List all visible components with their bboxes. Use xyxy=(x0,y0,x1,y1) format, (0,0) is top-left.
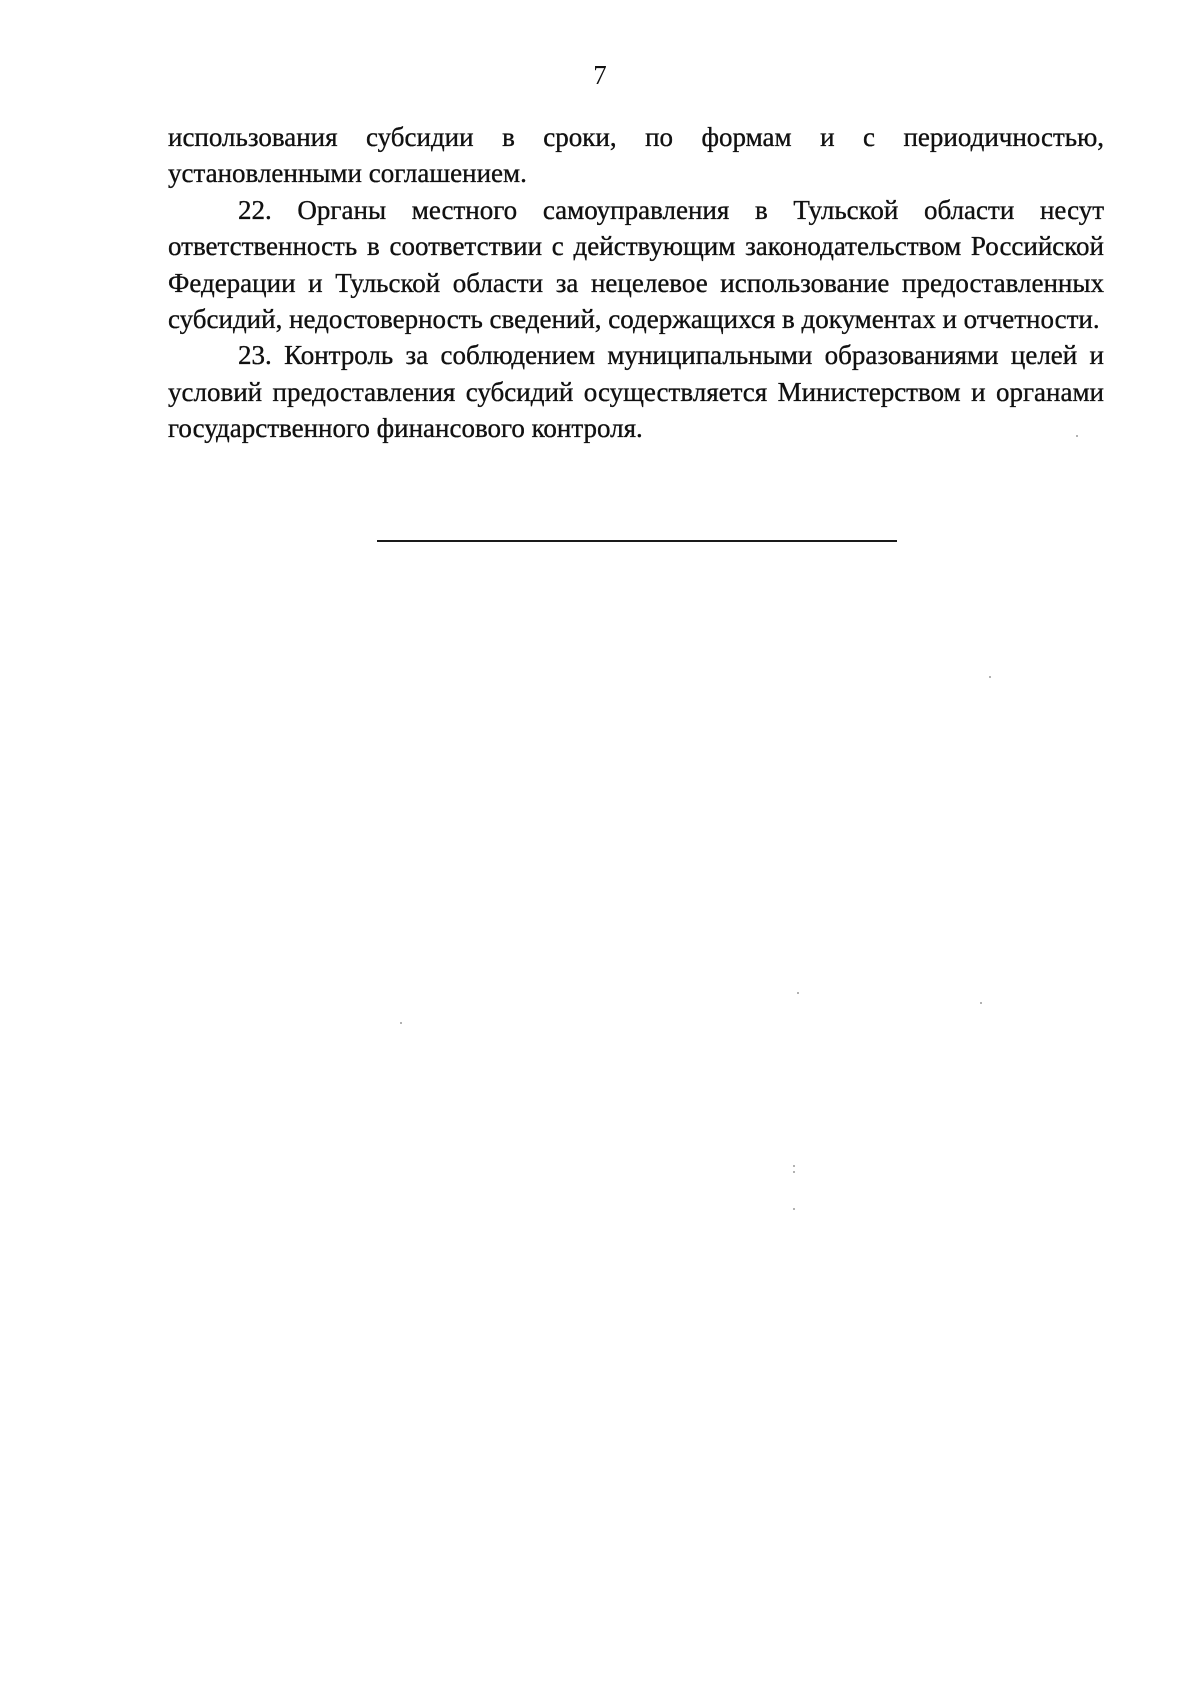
end-of-document-rule xyxy=(377,540,897,542)
scan-speck xyxy=(797,992,799,994)
page-number: 7 xyxy=(593,60,607,90)
paragraph-continuation: использования субсидии в сроки, по формам и с периодичностью, установленными соглашением. xyxy=(168,122,1104,189)
scan-speck xyxy=(980,1002,982,1004)
paragraph-22: 22. Органы местного самоуправления в Тульской области несут ответственность в соответствии с действующим законодательством Российской Федерации и Тульской области за нецелевое использование предоставленных субсидий, недостоверность сведений, содержащихся в документах и отчетности. xyxy=(168,194,1104,335)
scan-speck xyxy=(793,1165,795,1167)
scan-speck xyxy=(1076,435,1078,437)
paragraph-23: 23. Контроль за соблюдением муниципальными образованиями целей и условий предоставления субсидий осуществляется Министерством и органами государственного финансового контроля. xyxy=(168,340,1104,444)
scan-speck xyxy=(793,1208,795,1210)
scan-speck xyxy=(989,676,991,678)
scan-speck xyxy=(793,1171,795,1173)
document-body xyxy=(168,119,1104,447)
scan-speck xyxy=(400,1022,402,1024)
